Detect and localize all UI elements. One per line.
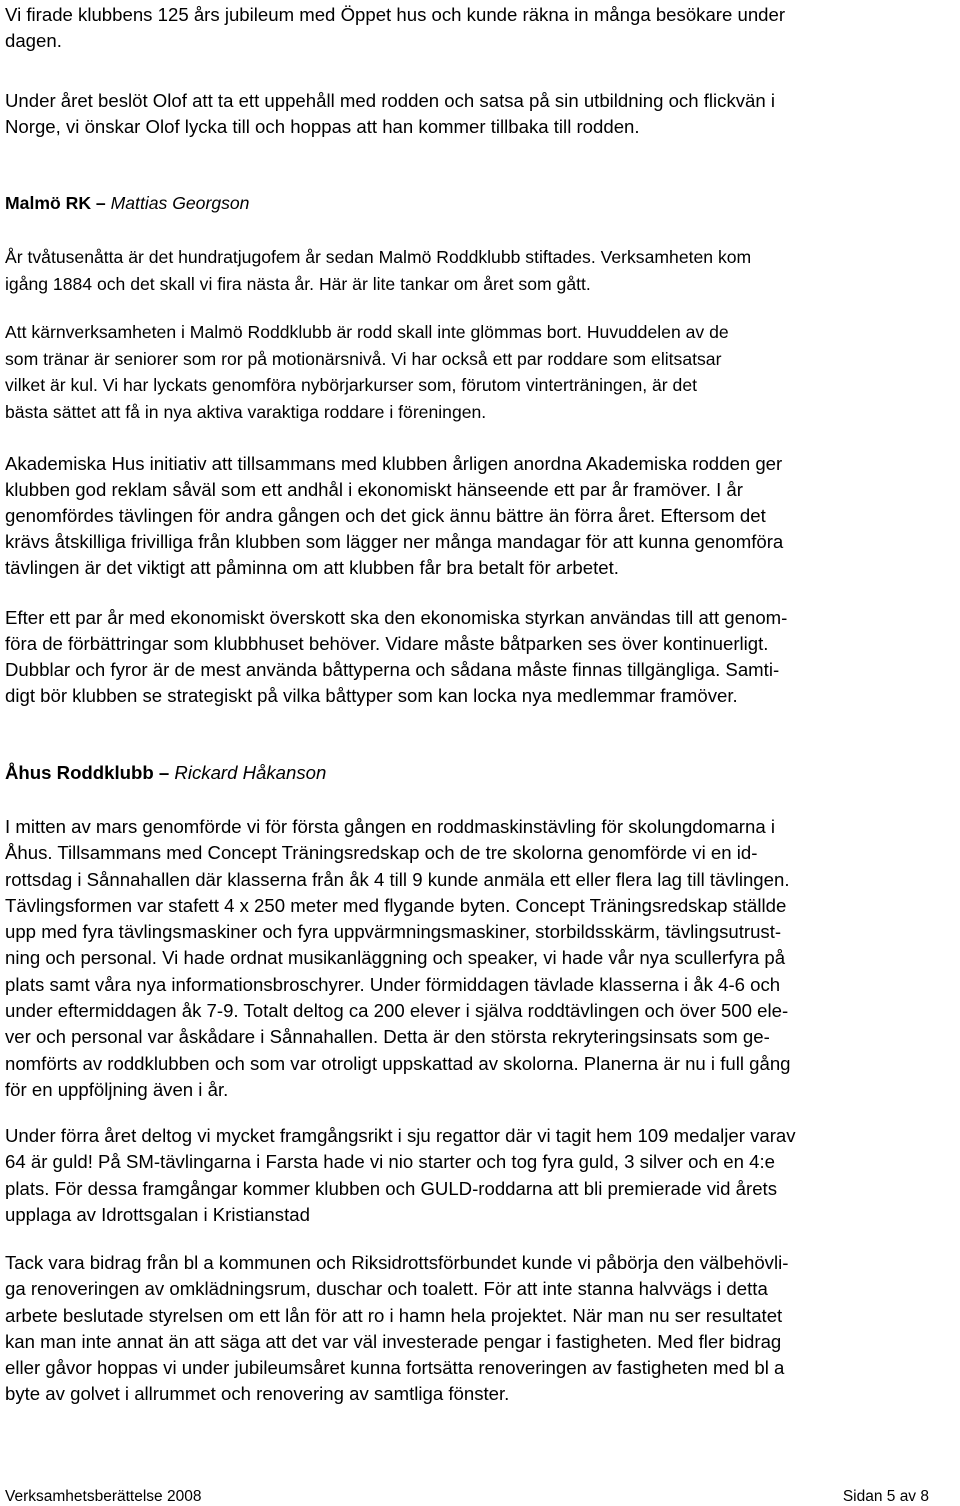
malmo-heading-dash: –: [95, 193, 106, 213]
malmo-paragraph-1: År tvåtusenåtta är det hundratjugofem år sedan Malmö Roddklubb stiftades. Verksamheten kom igång 1884 och det skall vi fira nästa år. Här är lite tankar om året som gått.: [5, 247, 752, 294]
ahus-paragraph-2: Under förra året deltog vi mycket framgångsrikt i sju regattor där vi tagit hem 109 medaljer varav 64 är guld! På SM-tävlingarna i Farsta hade vi nio starter och tog fyra guld, 3 silver och en 4:e plats. För dessa framgångar kommer klubben och GULD-roddarna att bli premierade vid årets upplaga av Idrottsgalan i Kristianstad: [5, 1125, 796, 1225]
malmo-paragraph-2: Att kärnverksamheten i Malmö Roddklubb är rodd skall inte glömmas bort. Huvuddelen av de som tränar är seniorer som ror på motionärsnivå. Vi har också ett par roddare som elitsatsar vilket är kul. Vi har lyckats genomföra nybörjarkurser som, förutom vinterträningen, är det bästa sättet att få in nya aktiva varaktiga roddare i föreningen.: [5, 322, 729, 422]
intro-paragraph-1: Vi firade klubbens 125 års jubileum med Öppet hus och kunde räkna in många besökare under dagen.: [5, 4, 786, 51]
ahus-heading-dash: –: [158, 762, 170, 783]
malmo-paragraph-3: Akademiska Hus initiativ att tillsammans med klubben årligen anordna Akademiska rodden ger klubben god reklam såväl som ett andhål i ekonomiskt hänseende ett par år framöver. I år genomfördes tävlingen för andra gången och det gick ännu bättre än förra året. Eftersom det krävs åtskilliga frivilliga från klubben som lägger ner många mandagar för att kunna genomföra tävlingen är det viktigt att påminna om att klubben får bra betalt för arbetet.: [5, 453, 784, 578]
ahus-author: Rickard Håkanson: [174, 762, 327, 783]
ahus-club-name: Åhus Roddklubb: [5, 762, 154, 783]
intro-paragraph-2: Under året beslöt Olof att ta ett uppehåll med rodden och satsa på sin utbildning och flickvän i Norge, vi önskar Olof lycka till och hoppas att han kommer tillbaka till rodden.: [5, 90, 776, 137]
ahus-paragraph-1: I mitten av mars genomförde vi för första gången en roddmaskinstävling för skolungdomarna i Åhus. Tillsammans med Concept Träningsredskap och de tre skolorna genomförde vi en id- rottsdag i Sånnahallen där klasserna från åk 4 till 9 kunde anmäla ett eller flera lag till tävlingen. Tävlingsformen var stafett 4 x 250 meter med flygande byten. Concept Träningsredskap ställde upp med fyra tävlingsmaskiner och fyra uppvärmningsmaskiner, storbildsskärm, tävlingsutrust- ning och personal. Vi hade ordnat musikanläggning och speaker, vi hade vår nya scullerfyra på plats samt våra nya informationsbroschyrer. Under förmiddagen tävlade klasserna i åk 4-6 och under eftermiddagen åk 7-9. Totalt deltog ca 200 elever i själva roddtävlingen och över 500 ele- ver och personal var åskådare i Sånnahallen. Detta är den största rekryteringsinsats som ge- nomförts av roddklubben och som var otroligt uppskattad av skolorna. Planerna är nu i full gång för en uppföljning även i år.: [5, 816, 791, 1100]
ahus-heading: [5, 760, 326, 786]
footer-document-title: Verksamhetsberättelse 2008: [5, 1488, 202, 1505]
malmo-paragraph-4: Efter ett par år med ekonomiskt överskott ska den ekonomiska styrkan användas till att genom- föra de förbättringar som klubbhuset behöver. Vidare måste båtparken ses över kontinuerligt. Dubblar och fyror är de mest använda båttyperna och sådana måste finnas tillgängliga. Samti- digt bör klubben se strategiskt på vilka båttyper som kan locka nya medlemmar framöver.: [5, 607, 788, 706]
ahus-paragraph-3: Tack vara bidrag från bl a kommunen och Riksidrottsförbundet kunde vi påbörja den välbehövli- ga renoveringen av omklädningsrum, duschar och toalett. För att inte stanna halvvägs i detta arbete beslutade styrelsen om ett lån för att ro i hamn hela projektet. När man nu ser resultatet kan man inte annat än att säga att det var väl investerade pengar i fastigheten. Med fler bidrag eller gåvor hoppas vi under jubileumsåret kunna fortsätta renoveringen av fastigheten med bl a byte av golvet i allrummet och renovering av samtliga fönster.: [5, 1252, 789, 1405]
malmo-author: Mattias Georgson: [110, 193, 250, 213]
malmo-club-name: Malmö RK: [5, 193, 92, 213]
footer-page-number: Sidan 5 av 8: [842, 1488, 929, 1505]
malmo-heading: [5, 190, 249, 216]
